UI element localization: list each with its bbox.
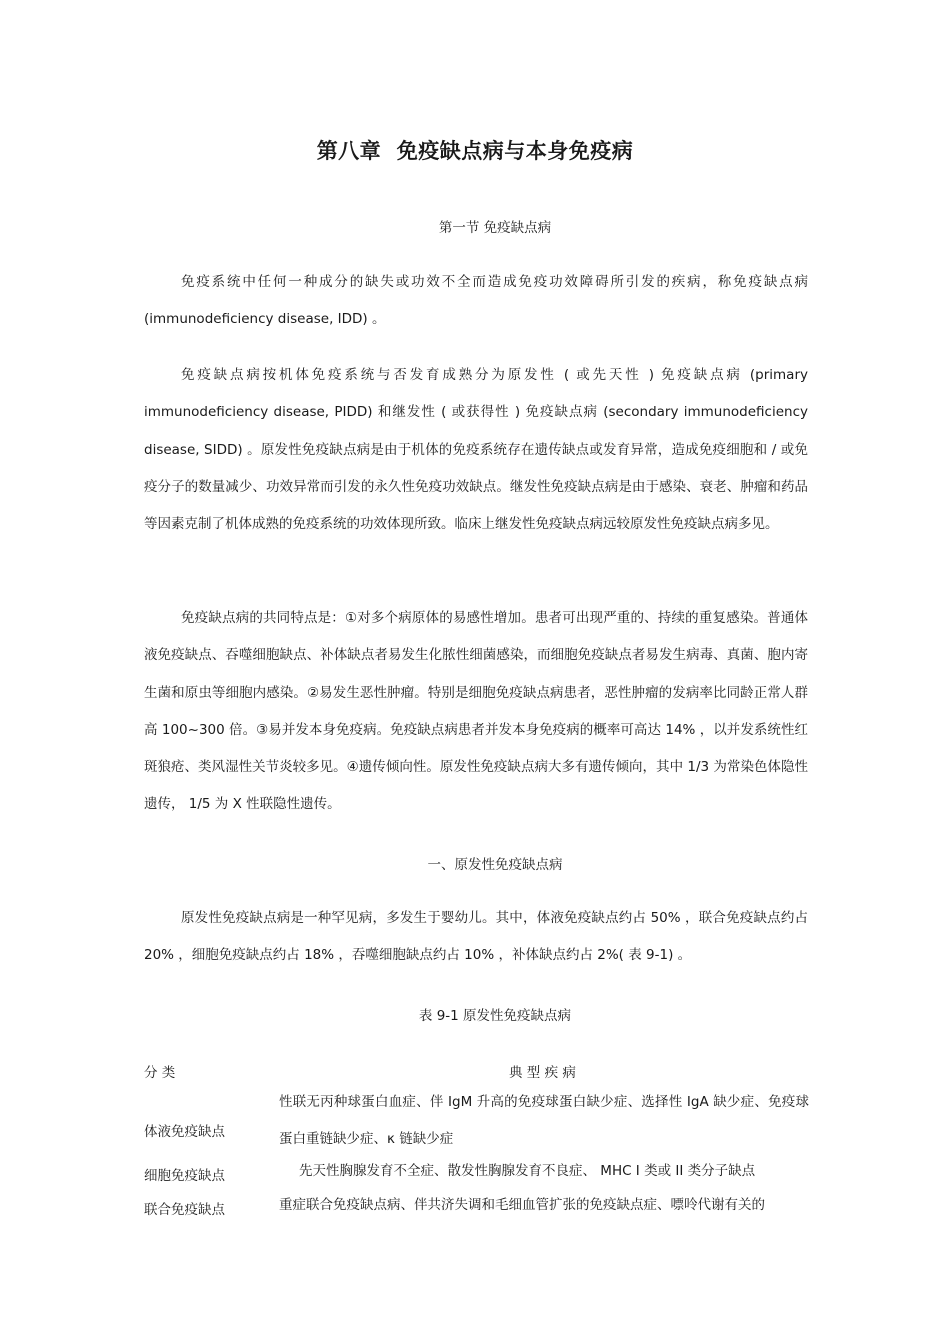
section-title: 第一节 免疫缺点病 (438, 220, 552, 236)
chapter-title: 第八章 免疫缺点病与本身免疫病 (316, 139, 634, 163)
paragraph-common-features: 免疫缺点病的共同特点是：①对多个病原体的易感性增加。患者可出现严重的、持续的重复感染。普通体液免疫缺点、吞噬细胞缺点、补体缺点者易发生化脓性细菌感染，而细胞免疫缺点者易发生病毒、真菌、胞内寄生菌和原虫等细胞内感染。②易发生恶性肿瘤。特别是细胞免疫缺点病患者，恶性肿瘤的发病率比同龄正常人群高 100~300 倍。③易并发本身免疫病。免疫缺点病患者并发本身免疫病的概率可高达 14% ，以并发系统性红斑狼疮、类风湿性关节炎较多见。④遗传倾向性。原发性免疫缺点病大多有遗传倾向，其中 1/3 为常染色体隐性遗传， 1/5 为 X 性联隐性遗传。 (144, 610, 808, 813)
table-caption: 表 9-1 原发性免疫缺点病 (418, 1008, 572, 1024)
header-category: 分 类 (144, 1065, 176, 1081)
header-disease: 典 型 疾 病 (509, 1065, 576, 1081)
paragraph-classification: 免疫缺点病按机体免疫系统与否发育成熟分为原发性 ( 或先天性 ) 免疫缺点病 (primary immunodeficiency disease, PIDD) 和继发性 ( 或获得性 ) 免疫缺点病 (secondary immunodeficiency disease, SIDD) 。原发性免疫缺点病是由于机体的免疫系统存在遗传缺点或发育异常，造成免疫细胞和 / 或免疫分子的数量减少、功效异常而引发的永久性免疫功效缺点。继发性免疫缺点病是由于感染、衰老、肿瘤和药品等因素克制了机体成熟的免疫系统的功效体现所致。临床上继发性免疫缺点病远较原发性免疫缺点病多见。 (144, 367, 808, 533)
row-category-combined: 联合免疫缺点 (144, 1202, 225, 1218)
row-disease-cellular: 先天性胸腺发育不全症、散发性胸腺发育不良症、 MHC I 类或 II 类分子缺点 (299, 1163, 756, 1179)
row-category-humoral: 体液免疫缺点 (144, 1124, 225, 1140)
row-category-cellular: 细胞免疫缺点 (144, 1168, 225, 1184)
paragraph-definition: 免疫系统中任何一种成分的缺失或功效不全而造成免疫功效障碍所引发的疾病，称免疫缺点病 (immunodeficiency disease, IDD) 。 (144, 274, 808, 328)
subsection-title: 一、原发性免疫缺点病 (427, 857, 563, 873)
row-disease-combined: 重症联合免疫缺点病、伴共济失调和毛细血管扩张的免疫缺点症、嘌呤代谢有关的 (279, 1197, 765, 1213)
row-disease-humoral: 性联无丙种球蛋白血症、伴 IgM 升高的免疫球蛋白缺少症、选择性 IgA 缺少症、免疫球蛋白重链缺少症、κ 链缺少症 (279, 1094, 809, 1147)
paragraph-primary-idd: 原发性免疫缺点病是一种罕见病，多发生于婴幼儿。其中，体液免疫缺点约占 50% ，联合免疫缺点约占 20% ，细胞免疫缺点约占 18% ，吞噬细胞缺点约占 10% ，补体缺点约占 2%( 表 9-1) 。 (144, 910, 808, 964)
